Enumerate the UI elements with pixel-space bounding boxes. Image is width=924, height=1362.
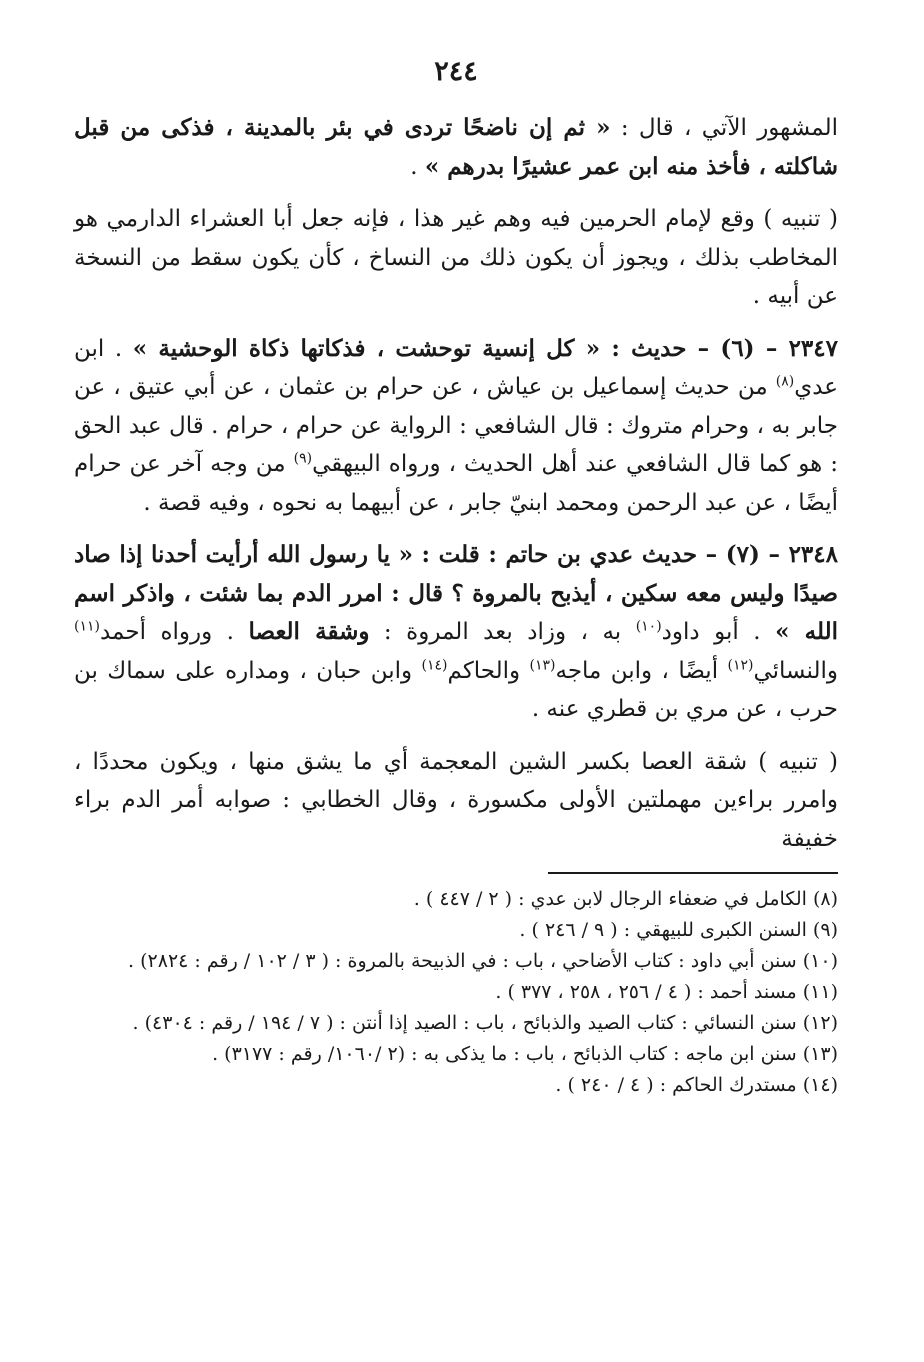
text-run: أيضًا ، وابن ماجه (555, 657, 728, 684)
text-run: من حديث إسماعيل بن عياش ، عن حرام بن عثمان ، عن أبي عتيق ، عن جابر به ، وحرام متروك : قال الشافعي : الرواية عن حرام ، حرام . قال عبد الحق : هو كما قال الشافعي عند أهل الحديث ، ورواه البيهقي (74, 374, 838, 477)
hadith-heading: ٢٣٤٨ – (٧) – حديث عدي بن حاتم : قلت : « يا رسول الله أرأيت أحدنا إذا صاد صيدًا وليس معه سكين ، أيذبح بالمروة ؟ قال : امرر الدم بما شئت ، واذكر اسم الله » (74, 541, 838, 645)
footnote: (١٢) سنن النسائي : كتاب الصيد والذبائح ، باب : الصيد إذا أنتن : ( ٧ / ١٩٤ / رقم : ٤٣٠٤) . (132, 1012, 838, 1034)
footnote: (١٤) مستدرك الحاكم : ( ٤ / ٢٤٠ ) . (555, 1074, 838, 1096)
footnote: (٩) السنن الكبرى للبيهقي : ( ٩ / ٢٤٦ ) . (519, 919, 838, 941)
footnote-divider (548, 872, 838, 874)
hadith-heading: ٢٣٤٧ – (٦) – حديث : « كل إنسية توحشت ، فذكاتها ذكاة الوحشية » (132, 334, 838, 362)
footnote: (١١) مسند أحمد : ( ٤ / ٢٥٦ ، ٢٥٨ ، ٣٧٧ ) . (495, 981, 838, 1003)
footnote-ref: (١٠) (635, 618, 662, 635)
text-run: . ورواه أحمد (99, 619, 249, 645)
text-run: . أبو داود (661, 619, 776, 645)
paragraph-tail: . (410, 153, 425, 180)
footnote-ref: (١٤) (421, 656, 448, 673)
footnote-ref: (٩) (293, 450, 313, 467)
footnote: (١٠) سنن أبي داود : كتاب الأضاحي ، باب : في الذبيحة بالمروة : ( ٣ / ١٠٢ / رقم : ٢٨٢٤) . (128, 950, 838, 972)
footnote-ref: (٨) (775, 373, 795, 390)
footnotes (74, 884, 838, 1101)
footnote: (٨) الكامل في ضعفاء الرجال لابن عدي : ( ٢ / ٤٤٧ ) . (413, 888, 838, 910)
page-number: ٢٤٤ (434, 56, 478, 87)
footnote: (١٣) سنن ابن ماجه : كتاب الذبائح ، باب : ما يذكى به : (٢ /١٠٦٠/ رقم : ٣١٧٧) . (212, 1043, 838, 1065)
hadith-quote: « ثم إن ناضحًا تردى في بئر بالمدينة ، فذكى من قبل شاكلته ، فأخذ منه ابن عمر عشيرًا بدرهم » (74, 114, 838, 180)
footnote-ref: (١١) (74, 618, 100, 635)
text-run: من وجه آخر عن حرام أيضًا ، عن عبد الرحمن ومحمد ابنيّ جابر ، عن أبيهما به نحوه ، وفيه قصة . (74, 451, 838, 516)
paragraph-continuation (74, 109, 838, 186)
text-run: وابن حبان ، ومداره على سماك بن حرب ، عن مري بن قطري عنه . (74, 657, 838, 722)
footnote-ref: (١٣) (529, 656, 556, 673)
bold-phrase: وشقة العصا (248, 618, 370, 645)
note-paragraph: ( تنبيه ) وقع لإمام الحرمين فيه وهم غير هذا ، فإنه جعل أبا العشراء الدارمي هو المخاطب بذلك ، ويجوز أن يكون ذلك من النساخ ، كأن يكون سقط من النسخة عن أبيه . (74, 206, 838, 309)
text-run: والنسائي (753, 657, 838, 684)
hadith-2348 (74, 536, 838, 729)
text-run: والحاكم (447, 657, 530, 684)
text-run: به ، وزاد بعد المروة : (369, 619, 636, 645)
text-run: . ابن عدي (74, 335, 838, 400)
hadith-2347 (74, 330, 838, 523)
footnote-ref: (١٢) (727, 656, 754, 673)
note-paragraph: ( تنبيه ) شقة العصا بكسر الشين المعجمة أي ما يشق منها ، ويكون محددًا ، وامرر براءين مهملتين الأولى مكسورة ، وقال الخطابي : صوابه أمر الدم براء خفيفة (74, 748, 838, 852)
paragraph-intro: المشهور الآتي ، قال : (610, 115, 838, 141)
